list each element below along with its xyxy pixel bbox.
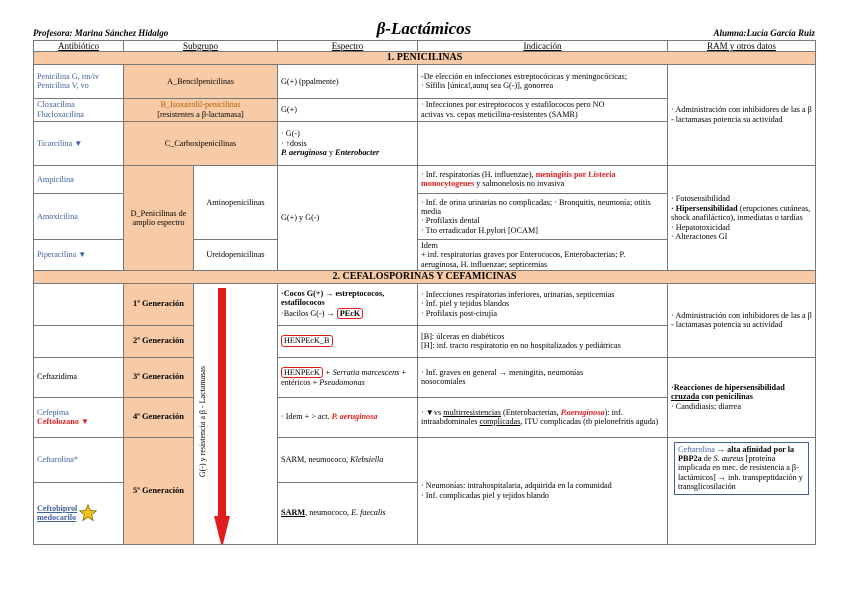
section-title: 2. CEFALOSPORINAS Y CEFAMICINAS — [34, 271, 816, 284]
indication-cell: Idem + inf. respiratorias graves por Enterococos, Enterobacterias; P. aeruginosa, H. influenzae; septicemias — [418, 239, 668, 270]
table-row — [34, 165, 816, 193]
subgroup-cell: A_Bencilpenicilinas — [124, 64, 278, 98]
generation-cell: 2ª Generación — [124, 325, 194, 357]
antibiotic-cell: Cloxacilina Flucloxacilina — [34, 98, 124, 121]
section-penicilinas — [34, 52, 816, 65]
spectrum-cell: HENPEcK_B — [278, 325, 418, 357]
indication-cell: · Inf. graves en general → meningitis, neumonías nosocomiales — [418, 357, 668, 397]
antibiotic-cell — [34, 283, 124, 325]
generation-cell: 3ª Generación — [124, 357, 194, 397]
antibiotic-cell — [34, 325, 124, 357]
star-icon — [79, 504, 97, 522]
col-antibiotico: Antibiótico — [34, 41, 124, 52]
spectrum-cell: ·Cocos G(+) → estreptococos, estafilococos ·Bacilos G(-) → PEcK — [278, 283, 418, 325]
subgroup-cell: B_Isoxazolil-penicilinas [resistentes a β-lactamasa] — [124, 98, 278, 121]
indication-cell: · Infecciones por estreptococos y estafilococos pero NO activas vs. cepas meticilina-resistentes (SAMR) — [418, 98, 668, 121]
column-headers — [34, 41, 816, 52]
section-cefalosporinas — [34, 271, 816, 284]
col-subgrupo: Subgrupo — [124, 41, 278, 52]
antibiotic-cell: Piperacilina ▼ — [34, 239, 124, 270]
spectrum-cell: · Idem + > act. P. aeruginosa — [278, 397, 418, 437]
table-row — [34, 283, 816, 325]
ram-cell: · Fotosensibilidad · Hipersensibilidad (erupciones cutáneas, shock anafiláctico), inmediatas o tardías · Hepatotoxicidad · Alteraciones GI — [668, 165, 816, 270]
down-arrow-icon — [214, 288, 230, 545]
col-ram: RAM y otros datos — [668, 41, 816, 52]
spectrum-cell: · G(-) · ↑dosis P. aeruginosa y Enterobacter — [278, 121, 418, 165]
section-title: 1. PENICILINAS — [34, 52, 816, 65]
spectrum-cell: G(+) y G(-) — [278, 165, 418, 270]
spectrum-cell: HENPEcK + Serratia marcescens + entéricos + Pseudomonas — [278, 357, 418, 397]
table-row — [34, 64, 816, 98]
student-name: Alumna:Lucía García Ruiz — [713, 28, 815, 38]
antibiotic-cell: Amoxicilina — [34, 193, 124, 239]
antibiotic-cell: Ceftarolina* — [34, 437, 124, 482]
indication-cell: [B]: úlceras en diabéticos [H]: inf. tracto respiratorio en no hospitalizados y pediátricas — [418, 325, 668, 357]
subgroup-cell: C_Carboxipenicilinas — [124, 121, 278, 165]
antibiotic-cell: Ceftobiprol medocarilo — [34, 482, 124, 544]
indication-cell — [418, 121, 668, 165]
subgroup-cell: D_Penicilinas de amplio espectro — [124, 165, 194, 270]
subgroup-cell: Ureidopenicilinas — [194, 239, 278, 270]
spectrum-cell: SARM, neumococo, Klebsiella — [278, 437, 418, 482]
resistance-arrow-cell — [194, 283, 278, 544]
ram-cell — [668, 437, 816, 544]
ceftarolina-note: Ceftarolina → alta afinidad por la PBP2a de S. aureus [proteína implicada en mec. de resistencia a β-lactámicos] → inh. transpeptidación y transglicosilación — [674, 442, 809, 495]
antibiotic-cell: Ticarcilina ▼ — [34, 121, 124, 165]
ram-cell: · Administración con inhibidores de las a β - lactamasas potencia su actividad — [668, 64, 816, 165]
spectrum-cell: SARM, neumococo, E. faecalis — [278, 482, 418, 544]
indication-cell: · Inf. respiratorias (H. influenzae), meningitis por Listeria monocytogenes y salmonelosis no invasiva — [418, 165, 668, 193]
subgroup-cell: Aminopenicilinas — [194, 165, 278, 239]
generation-cell: 5ª Generación — [124, 437, 194, 544]
indication-cell: · Infecciones respiratorias inferiores, urinarias, septicemias · Inf. piel y tejidos blandos · Profilaxis post-cirujía — [418, 283, 668, 325]
antibiotic-cell: Penicilina G, im/iv Penicilina V, vo — [34, 64, 124, 98]
ram-cell: ·Reacciones de hipersensibilidad cruzada con penicilinas · Candidiasis; diarrea — [668, 357, 816, 437]
beta-lactam-table — [33, 40, 816, 545]
antibiotic-cell: Ceftazidima — [34, 357, 124, 397]
spectrum-cell: G(+) — [278, 98, 418, 121]
indication-cell: · Inf. de orina urinarias no complicadas; · Bronquitis, neumonía; otitis media · Profilaxis dental · Tto erradicador H.pylori [OCAM] — [418, 193, 668, 239]
teacher-name: Profesora: Marina Sánchez Hidalgo — [33, 28, 169, 38]
spectrum-cell: G(+) (ppalmente) — [278, 64, 418, 98]
col-indicacion: Indicación — [418, 41, 668, 52]
generation-cell: 4ª Generación — [124, 397, 194, 437]
indication-cell: · Neumonías: intrahospitalaria, adquirida en la comunidad · Inf. complicadas piel y tejidos blando — [418, 437, 668, 544]
table-row — [34, 357, 816, 397]
page-header — [33, 20, 815, 42]
vertical-label: G(-) y resistencia a β - Lactamasas — [198, 365, 208, 477]
col-espectro: Espectro — [278, 41, 418, 52]
ram-cell: · Administración con inhibidores de las a β - lactamasas potencia su actividad — [668, 283, 816, 357]
indication-cell: -De elección en infecciones estreptocócicas y meningocócicas; · Sífilis [única!,aunq sea G(-)], gonorrea — [418, 64, 668, 98]
antibiotic-cell: Cefepima Ceftolozano ▼ — [34, 397, 124, 437]
table-row — [34, 437, 816, 482]
indication-cell: · ▼vs multirresistencias (Enterobacterias, P.aeruginosa): inf. intraabdominales complicadas, ITU complicadas (tb pielonefritis aguda) — [418, 397, 668, 437]
antibiotic-cell: Ampicilina — [34, 165, 124, 193]
generation-cell: 1ª Generación — [124, 283, 194, 325]
page-title: β-Lactámicos — [376, 19, 472, 38]
